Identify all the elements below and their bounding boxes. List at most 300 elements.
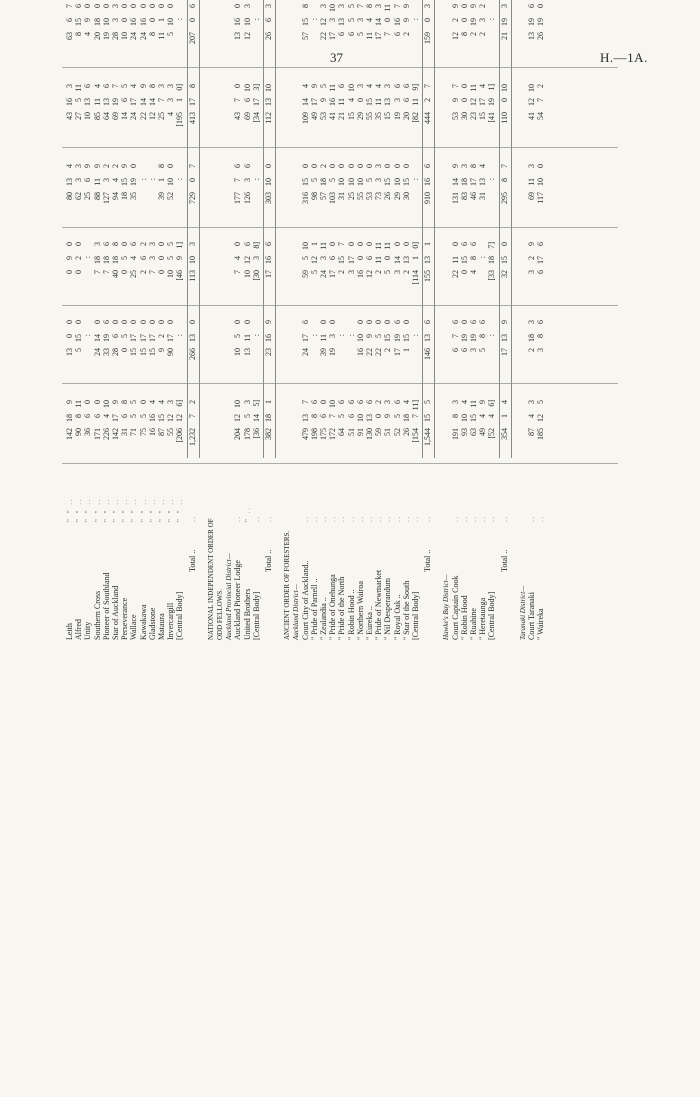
amount-cell bbox=[176, 238, 185, 300]
pence-value: 6 bbox=[365, 400, 374, 404]
leader-dots: " " .. bbox=[84, 497, 93, 522]
leader-dots: .. bbox=[402, 514, 411, 522]
pence-value: 0 bbox=[65, 320, 74, 324]
amount-cell bbox=[121, 396, 130, 458]
pounds-value: 16 bbox=[147, 428, 157, 436]
pounds-value: 382 bbox=[264, 428, 273, 440]
pounds-value: 109 bbox=[300, 112, 310, 124]
amount-cell bbox=[501, 396, 510, 458]
pounds-value: 19 bbox=[328, 348, 338, 356]
pence-value: 0 bbox=[138, 400, 148, 404]
amount-cell bbox=[167, 316, 176, 378]
table-row bbox=[412, 0, 421, 640]
pence-value: 2 bbox=[101, 164, 111, 168]
pence-value: 0 bbox=[233, 242, 243, 246]
amount-cell bbox=[357, 238, 366, 300]
shillings-value: 10 bbox=[536, 178, 546, 186]
pounds-value: 15 bbox=[129, 348, 139, 356]
amount-cell bbox=[140, 0, 149, 62]
pounds-value: 8 bbox=[147, 32, 157, 36]
shillings-value: 14 bbox=[300, 98, 310, 106]
pounds-value: 20 bbox=[92, 32, 102, 40]
table-row bbox=[479, 0, 488, 640]
pence-value: 3 bbox=[383, 84, 393, 88]
shillings-value: 11 bbox=[450, 256, 460, 264]
leader-dots: .. bbox=[329, 514, 338, 522]
shillings-value: 10 bbox=[392, 178, 402, 186]
pence-value: 8 bbox=[111, 242, 120, 246]
table-row bbox=[176, 0, 185, 640]
amount-cell bbox=[130, 238, 139, 300]
amount-cell bbox=[470, 160, 479, 222]
pounds-value: 57 bbox=[300, 32, 310, 40]
shillings-value: 18 bbox=[487, 256, 497, 264]
pence-value: 4 bbox=[147, 400, 157, 404]
pence-value: 8 bbox=[300, 4, 310, 8]
table-row bbox=[130, 0, 139, 640]
amount-cell bbox=[394, 238, 403, 300]
pence-value: 9 bbox=[450, 164, 460, 168]
amount-cell bbox=[384, 316, 393, 378]
pounds-value: 85 bbox=[92, 112, 102, 120]
pounds-value: 5 bbox=[166, 32, 176, 36]
amount-cell bbox=[488, 396, 497, 458]
amount-cell bbox=[329, 160, 338, 222]
pounds-value: 5 bbox=[383, 270, 393, 274]
amount-cell bbox=[320, 238, 329, 300]
pence-value: 4 bbox=[499, 400, 509, 404]
shillings-value: 17 bbox=[129, 98, 139, 106]
pence-value: 11 bbox=[383, 4, 393, 12]
amount-cell bbox=[84, 0, 93, 62]
shillings-value: 15 bbox=[499, 256, 509, 264]
amount-cell bbox=[470, 0, 479, 62]
row-name: Kawakawa bbox=[138, 604, 148, 640]
shillings-value: 2 bbox=[527, 256, 536, 260]
row-name: " Eureka .. bbox=[365, 606, 374, 640]
pence-value: 0 bbox=[355, 320, 365, 324]
pounds-value: [52 bbox=[487, 428, 497, 439]
pence-value: 7 bbox=[450, 84, 460, 88]
shillings-value: 17 bbox=[346, 256, 356, 264]
shillings-value: 15 bbox=[383, 178, 393, 186]
shillings-value: 19 bbox=[459, 334, 469, 342]
shillings-value: 17 bbox=[478, 98, 488, 106]
total-row bbox=[501, 0, 510, 640]
pence-value: 0 bbox=[65, 242, 74, 246]
pence-value: 8 bbox=[157, 164, 166, 168]
pounds-value: [206 bbox=[175, 428, 185, 443]
leader-dots: .. bbox=[188, 514, 197, 522]
row-name: " Nil Desperandum bbox=[383, 578, 393, 640]
pounds-value: 25 bbox=[346, 192, 356, 200]
pounds-value: 22 bbox=[365, 348, 374, 356]
total-rule bbox=[199, 0, 200, 458]
pounds-value: [30 bbox=[251, 270, 261, 281]
pounds-value: 5 bbox=[355, 32, 365, 36]
pence-value: 0 bbox=[74, 242, 84, 246]
amount-cell bbox=[112, 0, 121, 62]
amount-cell bbox=[384, 80, 393, 142]
pounds-value: 12 bbox=[365, 270, 374, 278]
shillings-value: 12 bbox=[166, 414, 176, 422]
pence-value: 6 bbox=[469, 320, 478, 324]
pence-value: 6] bbox=[487, 400, 497, 407]
row-name: " Northern Wairoa bbox=[355, 581, 365, 640]
row-name: " Robin Hood bbox=[459, 595, 469, 640]
amount-cell bbox=[302, 0, 311, 62]
pounds-value: 25 bbox=[83, 192, 93, 200]
shillings-value: 10 bbox=[459, 414, 469, 422]
pounds-value: 142 bbox=[65, 428, 74, 440]
pounds-value: 0 bbox=[65, 270, 74, 274]
shillings-value: 5 bbox=[337, 414, 347, 418]
amount-cell bbox=[366, 80, 375, 142]
amount-cell bbox=[424, 396, 433, 458]
amount-cell bbox=[403, 316, 412, 378]
pence-value: 8] bbox=[251, 242, 261, 249]
amount-cell bbox=[253, 316, 262, 378]
pounds-value: 10 bbox=[242, 270, 252, 278]
pounds-value: 55 bbox=[355, 192, 365, 200]
amount-cell bbox=[103, 80, 112, 142]
row-name: " Star of the South bbox=[401, 580, 411, 640]
shillings-value: : bbox=[147, 178, 157, 181]
shillings-value: 10 bbox=[166, 178, 176, 186]
amount-cell bbox=[84, 80, 93, 142]
shillings-value: 15 bbox=[401, 178, 411, 186]
pounds-value: 175 bbox=[319, 428, 328, 440]
total-row bbox=[189, 0, 198, 640]
pence-value: 6 bbox=[478, 320, 488, 324]
shillings-value: 1 bbox=[157, 18, 166, 22]
amount-cell bbox=[375, 160, 384, 222]
shillings-value: 6 bbox=[242, 98, 252, 102]
pence-value: 4 bbox=[65, 164, 74, 168]
amount-cell bbox=[265, 316, 274, 378]
pounds-value: 1 bbox=[401, 348, 411, 352]
pounds-value: 3 bbox=[469, 348, 478, 352]
shillings-value: : bbox=[337, 334, 347, 337]
shillings-value: 7 bbox=[411, 414, 420, 418]
pence-value: 0 bbox=[328, 164, 338, 168]
pence-value: 2 bbox=[111, 164, 120, 168]
shillings-value: 10 bbox=[101, 18, 111, 26]
pence-value: 0 bbox=[355, 164, 365, 168]
pence-value: 0] bbox=[175, 84, 185, 91]
pence-value: 1] bbox=[487, 84, 497, 91]
pounds-value: 12 bbox=[450, 32, 460, 40]
pounds-value: 5 bbox=[309, 270, 319, 274]
pence-value: 0 bbox=[166, 4, 176, 8]
total-rule bbox=[187, 0, 188, 458]
pounds-value: 295 bbox=[499, 192, 509, 204]
amount-cell bbox=[149, 238, 158, 300]
pence-value: 9 bbox=[92, 164, 102, 168]
row-name: Auckland Pioneer Lodge bbox=[233, 560, 243, 640]
pounds-value: 1,544 bbox=[423, 428, 433, 446]
pounds-value: 303 bbox=[264, 192, 273, 204]
amount-cell bbox=[244, 160, 253, 222]
pounds-value: 7 bbox=[101, 270, 111, 274]
pence-value: 4 bbox=[92, 84, 102, 88]
pence-value: 0 bbox=[166, 320, 176, 324]
pounds-value: 91 bbox=[355, 428, 365, 436]
amount-cell bbox=[112, 160, 121, 222]
amount-cell bbox=[265, 238, 274, 300]
amount-cell bbox=[158, 396, 167, 458]
pence-value: 3 bbox=[450, 400, 460, 404]
pence-value: 8 bbox=[120, 400, 130, 404]
leader-dots: " " .. bbox=[102, 497, 111, 522]
shillings-value: 6 bbox=[83, 178, 93, 182]
leader-dots: " " .. bbox=[148, 497, 157, 522]
shillings-value: 0 bbox=[459, 98, 469, 102]
table-row bbox=[253, 0, 262, 640]
shillings-value: 10 bbox=[346, 178, 356, 186]
amount-cell bbox=[253, 80, 262, 142]
pence-value: 11 bbox=[383, 242, 393, 250]
shillings-value: 3 bbox=[111, 18, 120, 22]
row-name: Hawke's Bay District— bbox=[442, 574, 451, 640]
pounds-value: 178 bbox=[242, 428, 252, 440]
shillings-value: 3 bbox=[355, 18, 365, 22]
pence-value: 6 bbox=[392, 320, 402, 324]
shillings-value: 1 bbox=[157, 178, 166, 182]
pounds-value: 15 bbox=[147, 348, 157, 356]
shillings-value: 7 bbox=[233, 178, 243, 182]
amount-cell bbox=[394, 160, 403, 222]
shillings-value: 16 bbox=[138, 18, 148, 26]
amount-cell bbox=[470, 80, 479, 142]
shillings-value: 12 bbox=[242, 256, 252, 264]
pence-value: 0 bbox=[157, 242, 166, 246]
shillings-value: 0 bbox=[187, 18, 197, 22]
leader-dots: .. bbox=[338, 514, 347, 522]
shillings-value: 17 bbox=[138, 334, 148, 342]
shillings-value: 15 bbox=[300, 178, 310, 186]
pence-value: 6 bbox=[423, 164, 433, 168]
row-name: Wallace bbox=[129, 614, 139, 640]
pence-value: 0 bbox=[536, 164, 546, 168]
amount-cell bbox=[75, 0, 84, 62]
pence-value: 1 bbox=[309, 242, 319, 246]
pence-value: 6 bbox=[337, 84, 347, 88]
pence-value: 0 bbox=[459, 4, 469, 8]
shillings-value: 15 bbox=[157, 414, 166, 422]
pence-value: 6 bbox=[101, 242, 111, 246]
pounds-value: 7 bbox=[383, 32, 393, 36]
amount-cell bbox=[158, 316, 167, 378]
leader-dots: .. bbox=[310, 514, 319, 522]
shillings-value: 12 bbox=[527, 98, 536, 106]
pounds-value: 24 bbox=[319, 270, 328, 278]
shillings-value: 9 bbox=[175, 256, 185, 260]
pence-value: 3] bbox=[251, 84, 261, 91]
leader-dots: " " .. bbox=[130, 497, 139, 522]
shillings-value: 17 bbox=[111, 414, 120, 422]
pence-value: 11 bbox=[74, 84, 84, 92]
row-name: [Central Body] bbox=[411, 591, 420, 640]
shillings-value: : bbox=[487, 334, 497, 337]
pounds-value: 55 bbox=[166, 428, 176, 436]
pence-value: 6 bbox=[101, 84, 111, 88]
pence-value: 9 bbox=[478, 400, 488, 404]
pence-value: 0 bbox=[499, 242, 509, 246]
shillings-value: 5 bbox=[392, 414, 402, 418]
amount-cell bbox=[253, 238, 262, 300]
pence-value: 0 bbox=[459, 84, 469, 88]
shillings-value: 8 bbox=[536, 334, 546, 338]
pence-value: 9 bbox=[111, 400, 120, 404]
shillings-value: 2 bbox=[423, 98, 433, 102]
pounds-value: 17 bbox=[392, 348, 402, 356]
pounds-value: 2 bbox=[401, 270, 411, 274]
pounds-value: 910 bbox=[423, 192, 433, 204]
shillings-value: 3 bbox=[374, 178, 384, 182]
shillings-value: 7 bbox=[536, 98, 546, 102]
leader-dots: " .. bbox=[243, 505, 252, 522]
pence-value: 11 bbox=[319, 242, 328, 250]
shillings-value: 0 bbox=[423, 18, 433, 22]
row-name: " Robin Hood .. bbox=[346, 589, 356, 640]
pence-value: 3 bbox=[166, 400, 176, 404]
amount-cell bbox=[112, 238, 121, 300]
shillings-value: : bbox=[346, 334, 356, 337]
shillings-value: 17 bbox=[309, 98, 319, 106]
amount-cell bbox=[189, 80, 198, 142]
shillings-value: 16 bbox=[328, 98, 338, 106]
pence-value: 0 bbox=[129, 320, 139, 324]
pounds-value: 6 bbox=[337, 32, 347, 36]
amount-cell bbox=[412, 396, 421, 458]
pounds-value: 22 bbox=[319, 32, 328, 40]
shillings-value: : bbox=[411, 178, 420, 181]
pounds-value: 73 bbox=[374, 192, 384, 200]
pounds-value: 29 bbox=[355, 112, 365, 120]
pence-value: 6 bbox=[423, 320, 433, 324]
shillings-value: 0 bbox=[355, 98, 365, 102]
shillings-value: 12 bbox=[309, 256, 319, 264]
shillings-value: 0 bbox=[187, 178, 197, 182]
pence-value: 3 bbox=[264, 4, 273, 8]
pounds-value: 53 bbox=[319, 112, 328, 120]
amount-cell bbox=[479, 160, 488, 222]
table-row bbox=[348, 0, 357, 640]
amount-cell bbox=[189, 396, 198, 458]
amount-cell bbox=[394, 396, 403, 458]
amount-cell bbox=[302, 396, 311, 458]
pounds-value: 69 bbox=[527, 192, 536, 200]
shillings-value: 16 bbox=[129, 18, 139, 26]
pounds-value: 14 bbox=[120, 112, 130, 120]
shillings-value: 11 bbox=[374, 98, 384, 106]
amount-cell bbox=[384, 396, 393, 458]
pence-value: 6 bbox=[337, 400, 347, 404]
amount-cell bbox=[94, 238, 103, 300]
row-name: ANCIENT ORDER OF FORESTERS. bbox=[283, 530, 292, 640]
amount-cell bbox=[311, 396, 320, 458]
shillings-value: 8 bbox=[499, 178, 509, 182]
shillings-value: 6 bbox=[264, 18, 273, 22]
shillings-value: 5 bbox=[300, 256, 310, 260]
amount-cell bbox=[501, 238, 510, 300]
pence-value: 0 bbox=[401, 320, 411, 324]
amount-cell bbox=[189, 0, 198, 62]
pounds-value: 26 bbox=[401, 428, 411, 436]
amount-cell bbox=[158, 0, 167, 62]
pence-value: 6 bbox=[401, 84, 411, 88]
pence-value: 3 bbox=[527, 320, 536, 324]
pounds-value: 28 bbox=[111, 32, 120, 40]
amount-cell bbox=[488, 80, 497, 142]
pence-value: 3 bbox=[92, 242, 102, 246]
pence-value: 0 bbox=[187, 320, 197, 324]
pounds-value: 3 bbox=[392, 270, 402, 274]
amount-cell bbox=[461, 316, 470, 378]
shillings-value: 11 bbox=[527, 178, 536, 186]
pence-value: 6 bbox=[469, 242, 478, 246]
amount-cell bbox=[384, 0, 393, 62]
amount-cell bbox=[470, 238, 479, 300]
amount-cell bbox=[112, 316, 121, 378]
pounds-value: 13 bbox=[233, 32, 243, 40]
pounds-value: 80 bbox=[65, 192, 74, 200]
amount-cell bbox=[412, 0, 421, 62]
row-name: Southern Cross bbox=[92, 590, 102, 640]
amount-cell bbox=[461, 238, 470, 300]
row-name: " Zealandia .. bbox=[319, 597, 328, 640]
shillings-value: 13 bbox=[365, 414, 374, 422]
shillings-value: 11 bbox=[337, 98, 347, 106]
row-name: " Waireka bbox=[536, 608, 546, 640]
pounds-value: 24 bbox=[300, 348, 310, 356]
shillings-value: 17 bbox=[147, 334, 157, 342]
pence-value: 0 bbox=[83, 4, 93, 8]
leader-dots: .. bbox=[451, 514, 460, 522]
table-row bbox=[338, 0, 347, 640]
pence-value: 5 bbox=[319, 84, 328, 88]
pence-value: 5 bbox=[346, 4, 356, 8]
amount-cell bbox=[452, 316, 461, 378]
amount-cell bbox=[412, 238, 421, 300]
pence-value: 0 bbox=[337, 164, 347, 168]
pence-value: 3 bbox=[527, 400, 536, 404]
pence-value: 5 bbox=[129, 400, 139, 404]
row-name: " Pride of Parnell .. bbox=[309, 578, 319, 640]
amount-cell bbox=[103, 238, 112, 300]
row-name: Mataura bbox=[157, 613, 166, 640]
pence-value: 2 bbox=[536, 84, 546, 88]
pence-value: 0 bbox=[536, 4, 546, 8]
pence-value: 6 bbox=[300, 320, 310, 324]
amount-cell bbox=[84, 160, 93, 222]
amount-cell bbox=[112, 396, 121, 458]
pounds-value: [41 bbox=[487, 112, 497, 123]
shillings-value: 13 bbox=[187, 334, 197, 342]
pounds-value: 2 bbox=[374, 270, 384, 274]
pounds-value: 5 bbox=[478, 348, 488, 352]
amount-cell bbox=[244, 238, 253, 300]
shillings-value: 4 bbox=[233, 256, 243, 260]
pounds-value: 131 bbox=[450, 192, 460, 204]
pounds-value: 13 bbox=[65, 348, 74, 356]
pounds-value: 87 bbox=[157, 428, 166, 436]
pounds-value: 0 bbox=[120, 270, 130, 274]
amount-cell bbox=[488, 238, 497, 300]
leader-dots: .. bbox=[528, 514, 536, 522]
amount-cell bbox=[348, 316, 357, 378]
